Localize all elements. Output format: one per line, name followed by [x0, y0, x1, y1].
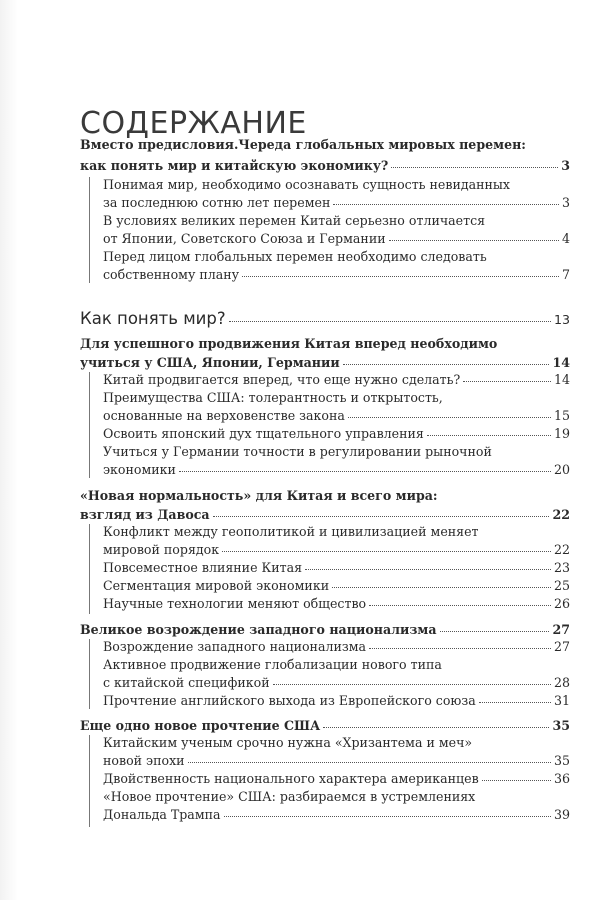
- page-number: 23: [553, 560, 570, 576]
- chapter-2-indent-rule: [89, 524, 90, 614]
- toc-intro-sub-3-text1: Перед лицом глобальных перемен необходимо следовать: [103, 249, 487, 264]
- chapter-title-line2: взгляд из Давоса: [80, 507, 210, 523]
- subsection-title-line2: новой эпохи: [103, 753, 185, 769]
- leader-dots: [463, 372, 551, 382]
- chapter-title-line1: Для успешного продвижения Китая вперед необходимо: [80, 336, 498, 351]
- toc-chapter-4-sub-1-line1: [103, 735, 570, 750]
- subsection-title: Повсеместное влияние Китая: [103, 560, 303, 576]
- leader-dots: [179, 462, 551, 472]
- toc-chapter-1-sub-4-line1: [103, 444, 570, 459]
- toc-chapter-3-sub-3[interactable]: [103, 693, 570, 708]
- page-number: 36: [553, 771, 570, 787]
- leader-dots: [348, 408, 551, 418]
- page-number: 22: [552, 507, 570, 523]
- subsection-title: Китай продвигается вперед, что еще нужно сделать?: [103, 372, 461, 388]
- toc-chapter-1-sub-2-line1: [103, 390, 570, 405]
- toc-intro-heading-line1: [80, 137, 570, 152]
- chapter-title-line2: учиться у США, Японии, Германии: [80, 355, 340, 371]
- toc-intro-sub-3-text2: собственному плану: [103, 267, 240, 283]
- page-number: 35: [552, 718, 570, 734]
- page-number: 26: [553, 596, 570, 612]
- toc-chapter-2-sub-4[interactable]: [103, 596, 570, 611]
- subsection-title: Возрождение западного национализма: [103, 639, 367, 655]
- leader-dots: [369, 596, 551, 606]
- toc-chapter-3-sub-2-line1: [103, 657, 570, 672]
- leader-dots: [391, 158, 558, 168]
- toc-chapter-4[interactable]: [80, 718, 570, 733]
- leader-dots: [440, 622, 550, 632]
- page-number: 39: [553, 807, 570, 823]
- toc-chapter-4-sub-3-line1: [103, 789, 570, 804]
- toc-chapter-4-sub-3-line2[interactable]: [103, 807, 570, 822]
- leader-dots: [224, 807, 551, 817]
- leader-dots: [389, 231, 559, 241]
- toc-intro-sub-1-text2: за последнюю сотню лет перемен: [103, 195, 331, 211]
- subsection-title-line1: «Новое прочтение» США: разбираемся в устремлениях: [103, 789, 476, 804]
- leader-dots: [222, 542, 551, 552]
- chapter-title-line1: «Новая нормальность» для Китая и всего мира:: [80, 488, 438, 503]
- leader-dots: [332, 578, 551, 588]
- toc-chapter-1-sub-2-line2[interactable]: [103, 408, 570, 423]
- toc-chapter-3-sub-2-line2[interactable]: [103, 675, 570, 690]
- toc-intro-heading-text2: как понять мир и китайскую экономику?: [80, 158, 389, 174]
- toc-chapter-1-sub-1[interactable]: [103, 372, 570, 387]
- page-number: 31: [553, 693, 570, 709]
- toc-intro-sub-2-text2: от Японии, Советского Союза и Германии: [103, 231, 386, 247]
- toc-intro-sub-1-line2[interactable]: [103, 195, 570, 210]
- chapter-title: Еще одно новое прочтение США: [80, 718, 321, 734]
- subsection-title-line1: Преимущества США: толерантность и открытость,: [103, 390, 443, 405]
- subsection-title: Сегментация мировой экономики: [103, 578, 330, 594]
- subsection-title-line1: Китайским ученым срочно нужна «Хризантема и меч»: [103, 735, 473, 750]
- leader-dots: [188, 753, 551, 763]
- page-number: 4: [561, 231, 570, 247]
- subsection-title: Прочтение английского выхода из Европейского союза: [103, 693, 476, 709]
- toc-chapter-2-line1: [80, 488, 570, 503]
- leader-dots: [479, 693, 551, 703]
- toc-chapter-2-sub-2[interactable]: [103, 560, 570, 575]
- chapter-3-indent-rule: [89, 639, 90, 709]
- toc-intro-sub-2-line1: [103, 213, 570, 228]
- leader-dots: [333, 195, 559, 205]
- toc-intro-heading-text1: Вместо предисловия.Череда глобальных мировых перемен:: [80, 137, 526, 152]
- toc-intro-sub-3-line2[interactable]: [103, 267, 570, 282]
- subsection-title-line2: с китайской спецификой: [103, 675, 270, 691]
- page-number: 13: [553, 311, 570, 327]
- subsection-title: Двойственность национального характера американцев: [103, 771, 479, 787]
- page-number: 15: [553, 408, 570, 424]
- toc-intro-sub-2-text1: В условиях великих перемен Китай серьезно отличается: [103, 213, 486, 228]
- subsection-title-line2: основанные на верховенстве закона: [103, 408, 345, 424]
- page-number: 3: [561, 195, 570, 211]
- toc-chapter-3-sub-1[interactable]: [103, 639, 570, 654]
- subsection-title-line1: Учиться у Германии точности в регулировании рыночной: [103, 444, 492, 459]
- part-title: Как понять мир?: [80, 308, 226, 328]
- leader-dots: [427, 426, 551, 436]
- chapter-1-indent-rule: [89, 372, 90, 478]
- intro-indent-rule: [89, 177, 90, 283]
- page-number: 14: [553, 372, 570, 388]
- subsection-title: Научные технологии меняют общество: [103, 596, 367, 612]
- toc-intro-sub-3-line1: [103, 249, 570, 264]
- leader-dots: [323, 718, 549, 728]
- page-number: 27: [552, 622, 570, 638]
- subsection-title-line2: мировой порядок: [103, 542, 220, 558]
- chapter-title: Великое возрождение западного национализма: [80, 622, 437, 638]
- toc-chapter-2-sub-1-line2[interactable]: [103, 542, 570, 557]
- toc-chapter-4-sub-1-line2[interactable]: [103, 753, 570, 768]
- page-number: 28: [553, 675, 570, 691]
- page-number: 14: [552, 355, 570, 371]
- page-number: 7: [561, 267, 570, 283]
- subsection-title-line1: Активное продвижение глобализации нового типа: [103, 657, 442, 672]
- leader-dots: [273, 675, 551, 685]
- leader-dots: [242, 267, 559, 277]
- toc-intro-sub-1-line1: [103, 177, 570, 192]
- toc-part-1[interactable]: [80, 308, 570, 328]
- page-number: 19: [553, 426, 570, 442]
- toc-chapter-1-sub-4-line2[interactable]: [103, 462, 570, 477]
- toc-intro-sub-2-line2[interactable]: [103, 231, 570, 246]
- toc-chapter-1-line1: [80, 336, 570, 351]
- subsection-title-line2: Дональда Трампа: [103, 807, 221, 823]
- toc-chapter-2-line2[interactable]: [80, 507, 570, 522]
- leader-dots: [369, 639, 551, 649]
- leader-dots: [482, 771, 551, 781]
- leader-dots: [213, 507, 550, 517]
- subsection-title-line2: экономики: [103, 462, 176, 478]
- toc-chapter-1-line2[interactable]: [80, 355, 570, 370]
- leader-dots: [343, 355, 550, 365]
- leader-dots: [305, 560, 551, 570]
- page-number: 3: [561, 158, 570, 174]
- toc-chapter-3[interactable]: [80, 622, 570, 637]
- toc-intro-sub-1-text1: Понимая мир, необходимо осознавать сущность невиданных: [103, 177, 511, 192]
- toc-chapter-4-sub-2[interactable]: [103, 771, 570, 786]
- toc-chapter-1-sub-3[interactable]: [103, 426, 570, 441]
- page-title: СОДЕРЖАНИЕ: [80, 106, 307, 142]
- page-number: 25: [553, 578, 570, 594]
- subsection-title-line1: Конфликт между геополитикой и цивилизацией меняет: [103, 524, 479, 539]
- subsection-title: Освоить японский дух тщательного управления: [103, 426, 424, 442]
- page-number: 22: [553, 542, 570, 558]
- page-number: 20: [553, 462, 570, 478]
- toc-chapter-2-sub-1-line1: [103, 524, 570, 539]
- page-number: 27: [553, 639, 570, 655]
- chapter-4-indent-rule: [89, 735, 90, 827]
- page-number: 35: [553, 753, 570, 769]
- leader-dots: [229, 308, 551, 322]
- toc-intro-heading-line2[interactable]: [80, 158, 570, 173]
- toc-chapter-2-sub-3[interactable]: [103, 578, 570, 593]
